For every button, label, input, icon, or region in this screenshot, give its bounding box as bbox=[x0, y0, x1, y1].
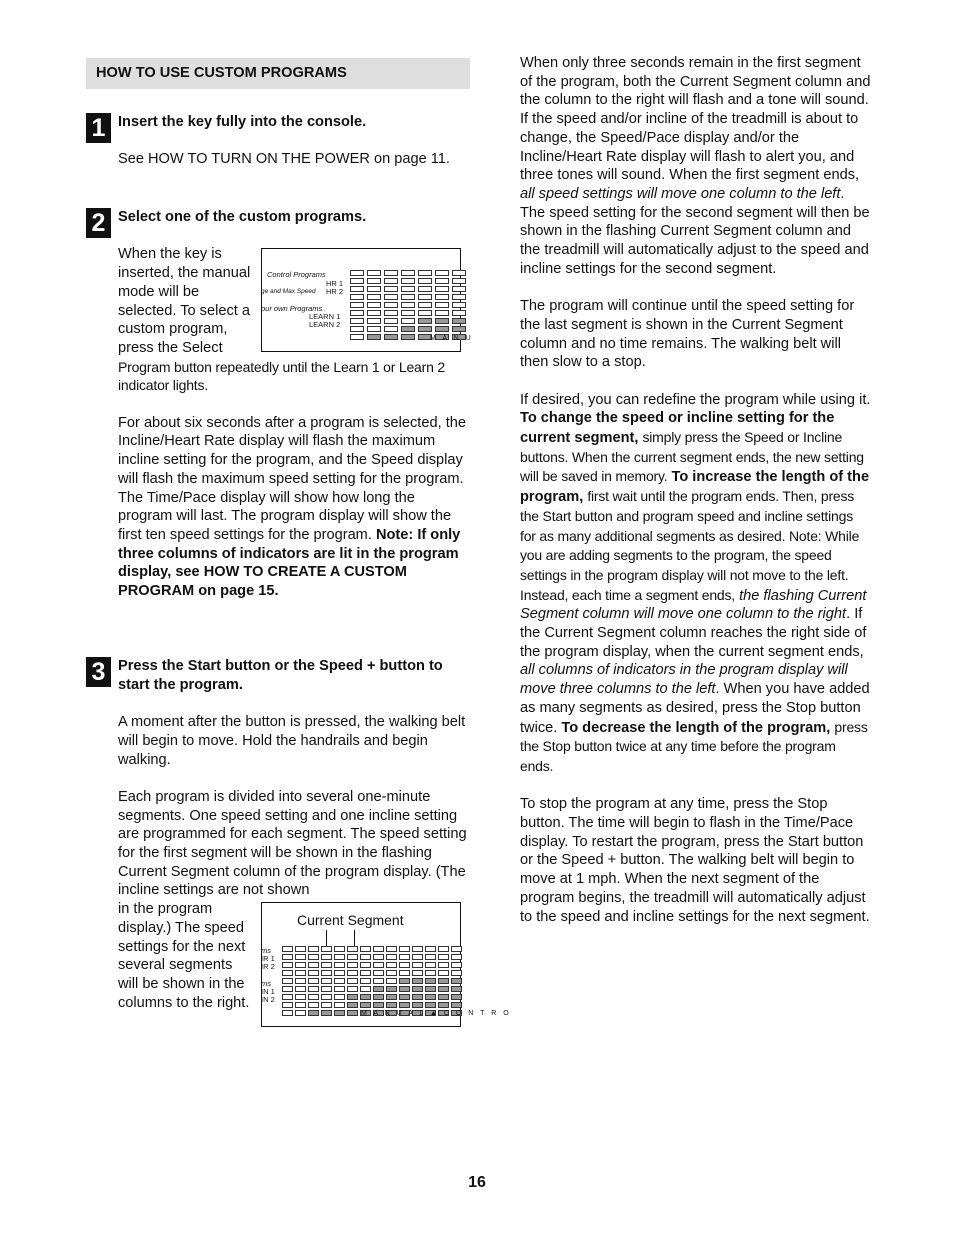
indicator-cell bbox=[399, 962, 410, 968]
indicator-cell bbox=[435, 310, 449, 316]
indicator-cell bbox=[367, 286, 381, 292]
indicator-cell bbox=[347, 986, 358, 992]
indicator-cell bbox=[367, 270, 381, 276]
fig1-label-learn2: LEARN 2 bbox=[309, 320, 341, 330]
indicator-cell bbox=[334, 986, 345, 992]
indicator-cell bbox=[401, 270, 415, 276]
indicator-cell bbox=[452, 278, 466, 284]
fig2-label-2: IR 2 bbox=[261, 962, 275, 972]
indicator-cell bbox=[425, 954, 436, 960]
indicator-cell bbox=[399, 986, 410, 992]
step-1-number: 1 bbox=[86, 113, 111, 143]
indicator-cell bbox=[282, 1002, 293, 1008]
step-3-heading: Press the Start button or the Speed + button to start the program. bbox=[118, 658, 443, 693]
right-para-3 bbox=[520, 391, 872, 777]
indicator-cell bbox=[418, 286, 432, 292]
indicator-cell bbox=[295, 1002, 306, 1008]
indicator-cell bbox=[401, 286, 415, 292]
indicator-cell bbox=[295, 970, 306, 976]
indicator-cell bbox=[451, 970, 462, 976]
indicator-cell bbox=[360, 994, 371, 1000]
indicator-cell bbox=[386, 954, 397, 960]
indicator-cell bbox=[321, 994, 332, 1000]
indicator-cell bbox=[435, 318, 449, 324]
indicator-cell bbox=[401, 278, 415, 284]
indicator-cell bbox=[350, 278, 364, 284]
indicator-cell bbox=[373, 986, 384, 992]
indicator-cell bbox=[399, 946, 410, 952]
indicator-cell bbox=[334, 962, 345, 968]
right-p3-h: all columns of indicators in the program display will move three columns to the left bbox=[520, 662, 848, 698]
right-p1-italic: all speed settings will move one column to the left bbox=[520, 185, 841, 202]
right-para-2: The program will continue until the speed setting for the last segment is shown in the Current Segment column and no time remains. The walking belt will then slow to a stop. bbox=[520, 298, 855, 371]
step-3-para2-float: in the program display.) The speed settings for the next several segments will be shown in the columns to the right. bbox=[118, 901, 250, 1011]
indicator-cell bbox=[282, 1010, 293, 1016]
indicator-cell bbox=[295, 954, 306, 960]
indicator-cell bbox=[321, 978, 332, 984]
fig1-label-hr1: HR 1 bbox=[326, 279, 344, 289]
indicator-cell bbox=[452, 318, 466, 324]
indicator-cell bbox=[360, 970, 371, 976]
indicator-cell bbox=[418, 270, 432, 276]
indicator-cell bbox=[452, 294, 466, 300]
indicator-cell bbox=[401, 294, 415, 300]
indicator-cell bbox=[384, 278, 398, 284]
indicator-cell bbox=[386, 986, 397, 992]
indicator-cell bbox=[384, 270, 398, 276]
fig1-label-control: Control Programs bbox=[267, 270, 326, 280]
indicator-cell bbox=[360, 978, 371, 984]
indicator-cell bbox=[282, 978, 293, 984]
step-3-para1: A moment after the button is pressed, the walking belt will begin to move. Hold the handrails and begin walking. bbox=[118, 714, 466, 768]
indicator-cell bbox=[386, 994, 397, 1000]
right-p3-a: If desired, you can redefine the program while using it. bbox=[520, 391, 871, 408]
indicator-cell bbox=[384, 326, 398, 332]
indicator-cell bbox=[451, 962, 462, 968]
indicator-cell bbox=[350, 326, 364, 332]
right-para-1 bbox=[520, 54, 872, 278]
indicator-cell bbox=[438, 978, 449, 984]
indicator-cell bbox=[418, 278, 432, 284]
indicator-cell bbox=[401, 326, 415, 332]
indicator-cell bbox=[425, 978, 436, 984]
indicator-cell bbox=[334, 946, 345, 952]
indicator-cell bbox=[438, 962, 449, 968]
right-p1-b: . The speed setting for the second segment will then be shown in the flashing Current Segment column and the treadmill will automatically adjust to the speed and incline settings for the second segment. bbox=[520, 185, 870, 277]
indicator-cell bbox=[418, 310, 432, 316]
indicator-cell bbox=[425, 970, 436, 976]
indicator-cell bbox=[373, 962, 384, 968]
indicator-cell bbox=[321, 986, 332, 992]
indicator-cell bbox=[384, 286, 398, 292]
indicator-cell bbox=[412, 978, 423, 984]
current-segment-callout: Current Segment bbox=[297, 912, 404, 929]
indicator-cell bbox=[350, 334, 364, 340]
indicator-cell bbox=[295, 978, 306, 984]
fig1-label-learn1: LEARN 1 bbox=[309, 312, 341, 322]
indicator-cell bbox=[384, 318, 398, 324]
indicator-cell bbox=[418, 302, 432, 308]
indicator-cell bbox=[386, 978, 397, 984]
indicator-cell bbox=[451, 986, 462, 992]
indicator-cell bbox=[367, 302, 381, 308]
indicator-cell bbox=[452, 270, 466, 276]
indicator-cell bbox=[334, 1010, 345, 1016]
indicator-cell bbox=[350, 270, 364, 276]
step-3-para2: Each program is divided into several one-minute segments. One speed setting and one incline setting are programmed for each segment. The speed setting for the first segment will be shown in the flashing Current Segment column of the program display. (The incline settings are not shown bbox=[118, 788, 467, 899]
indicator-cell bbox=[399, 994, 410, 1000]
indicator-cell bbox=[452, 310, 466, 316]
indicator-cell bbox=[360, 946, 371, 952]
right-para-4: To stop the program at any time, press the Stop button. The time will begin to flash in the Time/Pace display. To restart the program, press the Start button or the Speed + button. The walking belt will begin to move at 1 mph. When the next segment of the program begins, the treadmill will automatically adjust to the speed and incline settings for the next segment. bbox=[520, 796, 870, 925]
indicator-cell bbox=[367, 278, 381, 284]
fig2-label-5: IN 2 bbox=[261, 995, 275, 1005]
indicator-cell bbox=[412, 962, 423, 968]
indicator-cell bbox=[350, 294, 364, 300]
indicator-cell bbox=[401, 310, 415, 316]
indicator-cell bbox=[295, 986, 306, 992]
right-p1-a: When only three seconds remain in the first segment of the program, both the Current Segment column and the column to the right will flash and a tone will sound. If the speed and/or incline of the treadmill is about to change, the Speed/Pace display and/or the Incline/Heart Rate display will flash to alert you, and three tones will sound. When the first segment ends, bbox=[520, 55, 871, 184]
indicator-cell bbox=[282, 986, 293, 992]
indicator-cell bbox=[295, 962, 306, 968]
fig2-label-1: IR 1 bbox=[261, 954, 275, 964]
indicator-cell bbox=[435, 270, 449, 276]
indicator-cell bbox=[451, 978, 462, 984]
indicator-cell bbox=[384, 334, 398, 340]
indicator-cell bbox=[321, 970, 332, 976]
indicator-cell bbox=[282, 954, 293, 960]
indicator-cell bbox=[384, 310, 398, 316]
indicator-cell bbox=[425, 946, 436, 952]
indicator-cell bbox=[282, 994, 293, 1000]
fig1-label-own: our own Programs bbox=[261, 304, 323, 314]
indicator-cell bbox=[308, 946, 319, 952]
step-2-heading: Select one of the custom programs. bbox=[118, 209, 367, 225]
indicator-cell bbox=[282, 946, 293, 952]
indicator-cell bbox=[282, 970, 293, 976]
indicator-cell bbox=[347, 946, 358, 952]
fig2-footer: M A N U A L ▲ C O N T R O bbox=[361, 1010, 512, 1018]
indicator-cell bbox=[350, 310, 364, 316]
step-1-heading: Insert the key fully into the console. bbox=[118, 114, 367, 130]
step-2-para1-rest: Program button repeatedly until the Learn 1 or Learn 2 indicator lights. bbox=[118, 358, 445, 394]
indicator-cell bbox=[435, 286, 449, 292]
indicator-cell bbox=[308, 962, 319, 968]
right-p3-k: press the Stop button twice at any time before the program ends. bbox=[520, 718, 868, 774]
indicator-cell bbox=[438, 994, 449, 1000]
indicator-cell bbox=[438, 946, 449, 952]
indicator-cell bbox=[334, 1002, 345, 1008]
indicator-cell bbox=[399, 954, 410, 960]
indicator-cell bbox=[435, 278, 449, 284]
indicator-cell bbox=[308, 978, 319, 984]
indicator-cell bbox=[438, 970, 449, 976]
indicator-cell bbox=[399, 970, 410, 976]
indicator-cell bbox=[425, 994, 436, 1000]
indicator-cell bbox=[373, 970, 384, 976]
step-2-para2 bbox=[118, 414, 470, 601]
fig2-label-0: ms bbox=[261, 946, 271, 956]
right-p3-g: . If the Current Segment column reaches the right side of the program display, when the current segment ends, bbox=[520, 606, 867, 660]
indicator-cell bbox=[321, 946, 332, 952]
step-2-number: 2 bbox=[86, 208, 111, 238]
indicator-cell bbox=[438, 954, 449, 960]
indicator-cell bbox=[373, 978, 384, 984]
indicator-cell bbox=[438, 986, 449, 992]
indicator-cell bbox=[386, 946, 397, 952]
indicator-cell bbox=[295, 946, 306, 952]
step-3-number: 3 bbox=[86, 657, 111, 687]
indicator-cell bbox=[425, 986, 436, 992]
indicator-cell bbox=[295, 994, 306, 1000]
indicator-cell bbox=[347, 962, 358, 968]
right-p3-d: To increase the length of the program, bbox=[520, 469, 870, 506]
indicator-cell bbox=[401, 302, 415, 308]
indicator-cell bbox=[321, 962, 332, 968]
indicator-cell bbox=[308, 1002, 319, 1008]
right-p3-i: . When you have added as many segments as desired, press the Stop button twice. bbox=[520, 681, 870, 736]
indicator-cell bbox=[412, 970, 423, 976]
right-p3-b: To change the speed or incline setting for the current segment, bbox=[520, 410, 835, 447]
indicator-cell bbox=[321, 954, 332, 960]
indicator-cell bbox=[308, 994, 319, 1000]
section-title: HOW TO USE CUSTOM PROGRAMS bbox=[86, 58, 470, 89]
left-column bbox=[86, 58, 512, 1018]
fig2-label-4: IN 1 bbox=[261, 987, 275, 997]
indicator-cell bbox=[412, 986, 423, 992]
indicator-cell bbox=[360, 986, 371, 992]
step-2-para2-text: For about six seconds after a program is selected, the Incline/Heart Rate display will flash the maximum incline setting for the program, and the Speed display will flash the maximum speed setting for the program. The Time/Pace display will show how long the program will last. The program display will show the first ten speed settings for the program. bbox=[118, 414, 466, 543]
indicator-cell bbox=[373, 946, 384, 952]
indicator-cell bbox=[425, 962, 436, 968]
right-column bbox=[520, 54, 872, 945]
right-p3-f: the flashing Current Segment column will move one column to the right bbox=[520, 587, 867, 623]
indicator-cell bbox=[321, 1002, 332, 1008]
indicator-cell bbox=[367, 334, 381, 340]
indicator-cell bbox=[350, 286, 364, 292]
indicator-cell bbox=[367, 318, 381, 324]
program-display-figure bbox=[261, 248, 474, 352]
right-p3-j: To decrease the length of the program, bbox=[561, 719, 831, 736]
fig2-label-3: ms bbox=[261, 979, 271, 989]
page-number: 16 bbox=[468, 1174, 486, 1191]
indicator-cell bbox=[347, 1002, 358, 1008]
indicator-cell bbox=[386, 970, 397, 976]
indicator-cell bbox=[435, 294, 449, 300]
indicator-cell bbox=[360, 962, 371, 968]
indicator-cell bbox=[347, 970, 358, 976]
indicator-cell bbox=[308, 986, 319, 992]
indicator-cell bbox=[321, 1010, 332, 1016]
right-p3-e: first wait until the program ends. Then, press the Start button and program speed and incline settings for as many additional segments as desired. Note: While you are adding segments to the program, the speed settings in the program display will not move to the left. Instead, each time a segment ends, bbox=[520, 488, 860, 603]
indicator-cell bbox=[350, 318, 364, 324]
indicator-cell bbox=[451, 994, 462, 1000]
indicator-cell bbox=[451, 954, 462, 960]
indicator-cell bbox=[367, 310, 381, 316]
indicator-cell bbox=[334, 994, 345, 1000]
indicator-cell bbox=[418, 294, 432, 300]
indicator-cell bbox=[452, 302, 466, 308]
indicator-cell bbox=[412, 946, 423, 952]
indicator-cell bbox=[282, 962, 293, 968]
indicator-cell bbox=[418, 318, 432, 324]
indicator-cell bbox=[412, 954, 423, 960]
indicator-cell bbox=[451, 946, 462, 952]
indicator-cell bbox=[347, 978, 358, 984]
indicator-cell bbox=[386, 962, 397, 968]
fig1-label-hr2: HR 2 bbox=[326, 287, 344, 297]
indicator-cell bbox=[452, 286, 466, 292]
indicator-cell bbox=[334, 954, 345, 960]
indicator-cell bbox=[347, 954, 358, 960]
indicator-cell bbox=[334, 970, 345, 976]
indicator-cell bbox=[412, 994, 423, 1000]
step-2-para1-float: When the key is inserted, the manual mode will be selected. To select a custom program, press the Select bbox=[118, 246, 251, 356]
indicator-cell bbox=[308, 954, 319, 960]
indicator-cell bbox=[401, 334, 415, 340]
indicator-cell bbox=[347, 994, 358, 1000]
indicator-cell bbox=[367, 326, 381, 332]
fig1-label-maxspeed: ge and Max Speed bbox=[261, 288, 316, 296]
step-2-note: Note: If only three columns of indicators are lit in the program display, see HOW TO CREATE A CUSTOM PROGRAM on page 15. bbox=[118, 526, 461, 600]
indicator-cell bbox=[401, 318, 415, 324]
indicator-cell bbox=[334, 978, 345, 984]
indicator-cell bbox=[435, 302, 449, 308]
indicator-cell bbox=[308, 970, 319, 976]
indicator-cell bbox=[384, 302, 398, 308]
indicator-cell bbox=[295, 1010, 306, 1016]
indicator-cell bbox=[347, 1010, 358, 1016]
indicator-cell bbox=[308, 1010, 319, 1016]
indicator-cell bbox=[399, 978, 410, 984]
indicator-cell bbox=[373, 994, 384, 1000]
fig1-footer: M A N U bbox=[430, 335, 474, 343]
right-p3-c: simply press the Speed or Incline buttons. When the current segment ends, the new setting will be saved in memory. bbox=[520, 429, 864, 485]
indicator-cell bbox=[350, 302, 364, 308]
indicator-cell bbox=[367, 294, 381, 300]
step-1-body: See HOW TO TURN ON THE POWER on page 11. bbox=[118, 151, 450, 168]
indicator-cell bbox=[360, 954, 371, 960]
current-segment-figure bbox=[261, 902, 512, 1027]
indicator-cell bbox=[373, 954, 384, 960]
indicator-cell bbox=[384, 294, 398, 300]
